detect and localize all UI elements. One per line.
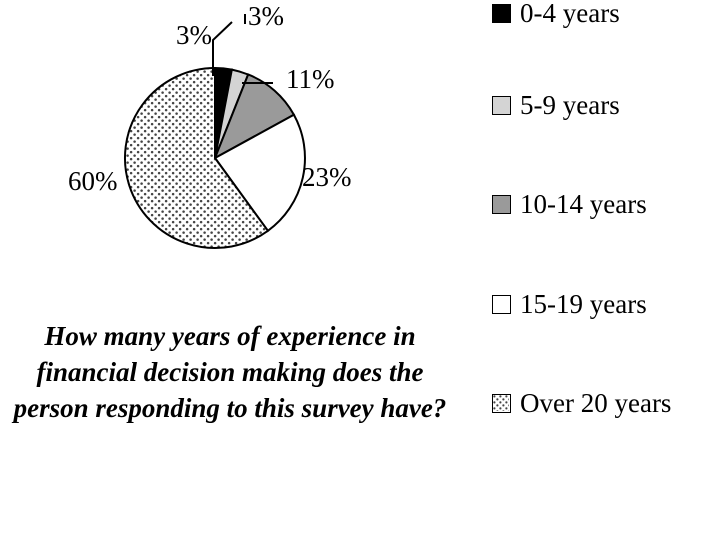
- legend-swatch-icon-over-20-years: [492, 394, 511, 413]
- chart-legend: [492, 0, 716, 440]
- legend-label-15-19-years: 15-19 years: [520, 289, 647, 319]
- legend-label-0-4-years: 0-4 years: [520, 0, 620, 28]
- pie-chart-area: [0, 0, 470, 270]
- legend-item-0-4-years: [492, 0, 620, 27]
- pie-label-15-19-years: 23%: [302, 162, 352, 192]
- pie-label-over-20-years: 60%: [68, 166, 118, 196]
- legend-swatch-icon-0-4-years: [492, 4, 511, 23]
- legend-label-10-14-years: 10-14 years: [520, 189, 647, 219]
- legend-swatch-icon-15-19-years: [492, 295, 511, 314]
- legend-item-5-9-years: [492, 92, 620, 119]
- chart-caption: How many years of experience in financial decision making does the person responding to this survey have?: [13, 321, 447, 424]
- pie-label-5-9-years: 3%: [248, 1, 284, 31]
- legend-label-5-9-years: 5-9 years: [520, 90, 620, 120]
- legend-item-10-14-years: [492, 191, 647, 218]
- pie-graphic: [0, 0, 470, 270]
- pie-label-0-4-years: 3%: [176, 20, 212, 50]
- pie-label-10-14-years: 11%: [286, 64, 335, 94]
- legend-swatch-icon-10-14-years: [492, 195, 511, 214]
- legend-item-over-20-years: [492, 390, 671, 417]
- legend-swatch-icon-5-9-years: [492, 96, 511, 115]
- legend-item-15-19-years: [492, 291, 647, 318]
- legend-label-over-20-years: Over 20 years: [520, 388, 672, 418]
